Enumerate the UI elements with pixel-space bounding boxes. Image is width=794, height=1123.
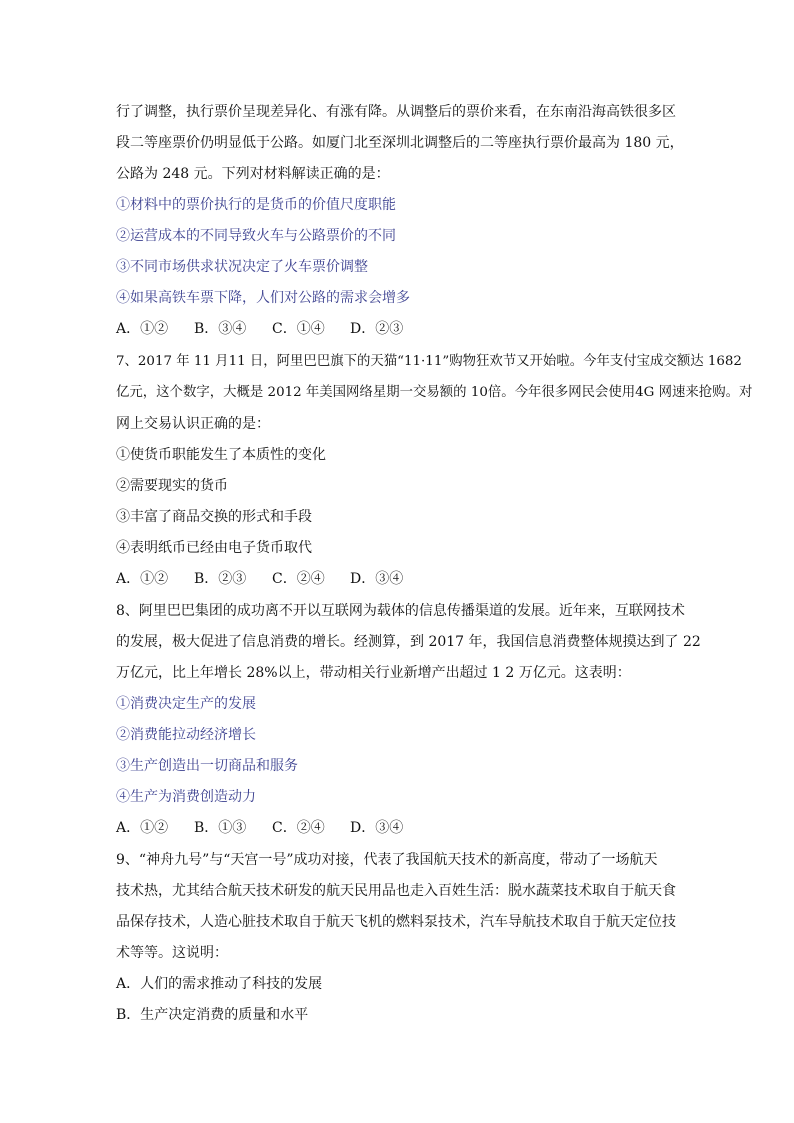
- q7-item-3: ③丰富了商品交换的形式和手段: [116, 509, 312, 525]
- q7-stem-line-2: 亿元，这个数字，大概是 2012 年美国网络星期一交易额的 10倍。今年很多网民会使用4G 网速来抢购。对: [116, 385, 753, 400]
- q7-options: [116, 569, 403, 589]
- q7-option-a: A．①②: [116, 571, 169, 587]
- q7-item-4: ④表明纸币已经由电子货币取代: [116, 540, 312, 556]
- q7-stem-line-1: 7、2017 年 11 月11 日，阿里巴巴旗下的天猫“11·11”购物狂欢节又开始啦。今年支付宝成交额达 1682: [116, 354, 742, 369]
- q6-option-d: D．②③: [350, 321, 404, 337]
- q7-option-c: C．②④: [272, 571, 325, 587]
- q7-option-d: D．③④: [350, 571, 404, 587]
- q8-option-a: A．①②: [116, 820, 169, 836]
- q9-stem-line-1: 9、“神舟九号”与“天宫一号”成功对接，代表了我国航天技术的新高度，带动了一场航天: [116, 852, 658, 868]
- q7-stem-line-3: 网上交易认识正确的是：: [116, 416, 270, 432]
- q8-item-2: ②消费能拉动经济增长: [116, 727, 256, 743]
- q8-stem-line-1: 8、阿里巴巴集团的成功离不开以互联网为载体的信息传播渠道的发展。近年来，互联网技术: [116, 603, 685, 619]
- q6-item-2: ②运营成本的不同导致火车与公路票价的不同: [116, 228, 396, 244]
- q8-stem-line-2: 的发展，极大促进了信息消费的增长。经测算，到 2017 年，我国信息消费整体规摸达到了 22: [116, 634, 701, 650]
- q6-stem-line-2: 段二等座票价仍明显低于公路。如厦门北至深圳北调整后的二等座执行票价最高为 180 元，: [116, 135, 684, 151]
- q7-option-b: B．②③: [194, 571, 247, 587]
- q6-option-b: B．③④: [194, 321, 247, 337]
- q6-item-4: ④如果高铁车票下降，人们对公路的需求会增多: [116, 290, 410, 306]
- q8-item-4: ④生产为消费创造动力: [116, 789, 256, 805]
- q9-stem-line-3: 品保存技术，人造心脏技术取自于航天飞机的燃料泵技术，汽车导航技术取自于航天定位技: [116, 914, 676, 930]
- q8-option-d: D．③④: [350, 820, 404, 836]
- q6-item-1: ①材料中的票价执行的是货币的价值尺度职能: [116, 197, 396, 213]
- q8-options: [116, 818, 403, 838]
- q6-options: [116, 319, 403, 339]
- q9-option-b: B．生产决定消费的质量和水平: [116, 1007, 309, 1023]
- q9-option-a: A．人们的需求推动了科技的发展: [116, 976, 323, 992]
- q9-stem-line-4: 术等等。这说明：: [116, 945, 228, 961]
- q6-option-c: C．①④: [272, 321, 325, 337]
- q6-option-a: A．①②: [116, 321, 169, 337]
- q8-item-1: ①消费决定生产的发展: [116, 696, 256, 712]
- q6-stem-line-3: 公路为 248 元。下列对材料解读正确的是：: [116, 166, 390, 182]
- q8-option-b: B．①③: [194, 820, 247, 836]
- q6-item-3: ③不同市场供求状况决定了火车票价调整: [116, 259, 368, 275]
- q7-item-1: ①使货币职能发生了本质性的变化: [116, 447, 326, 463]
- q8-option-c: C．②④: [272, 820, 325, 836]
- q6-stem-line-1: 行了调整，执行票价呈现差异化、有涨有降。从调整后的票价来看，在东南沿海高铁很多区: [116, 104, 676, 120]
- q9-stem-line-2: 技术热，尤其结合航天技术研发的航天民用品也走入百姓生活：脱水蔬菜技术取自于航天食: [116, 883, 676, 899]
- q8-item-3: ③生产创造出一切商品和服务: [116, 758, 298, 774]
- q8-stem-line-3: 万亿元，比上年增长 28%以上，带动相关行业新增产出超过 1 2 万亿元。这表明：: [116, 665, 631, 681]
- q7-item-2: ②需要现实的货币: [116, 478, 228, 494]
